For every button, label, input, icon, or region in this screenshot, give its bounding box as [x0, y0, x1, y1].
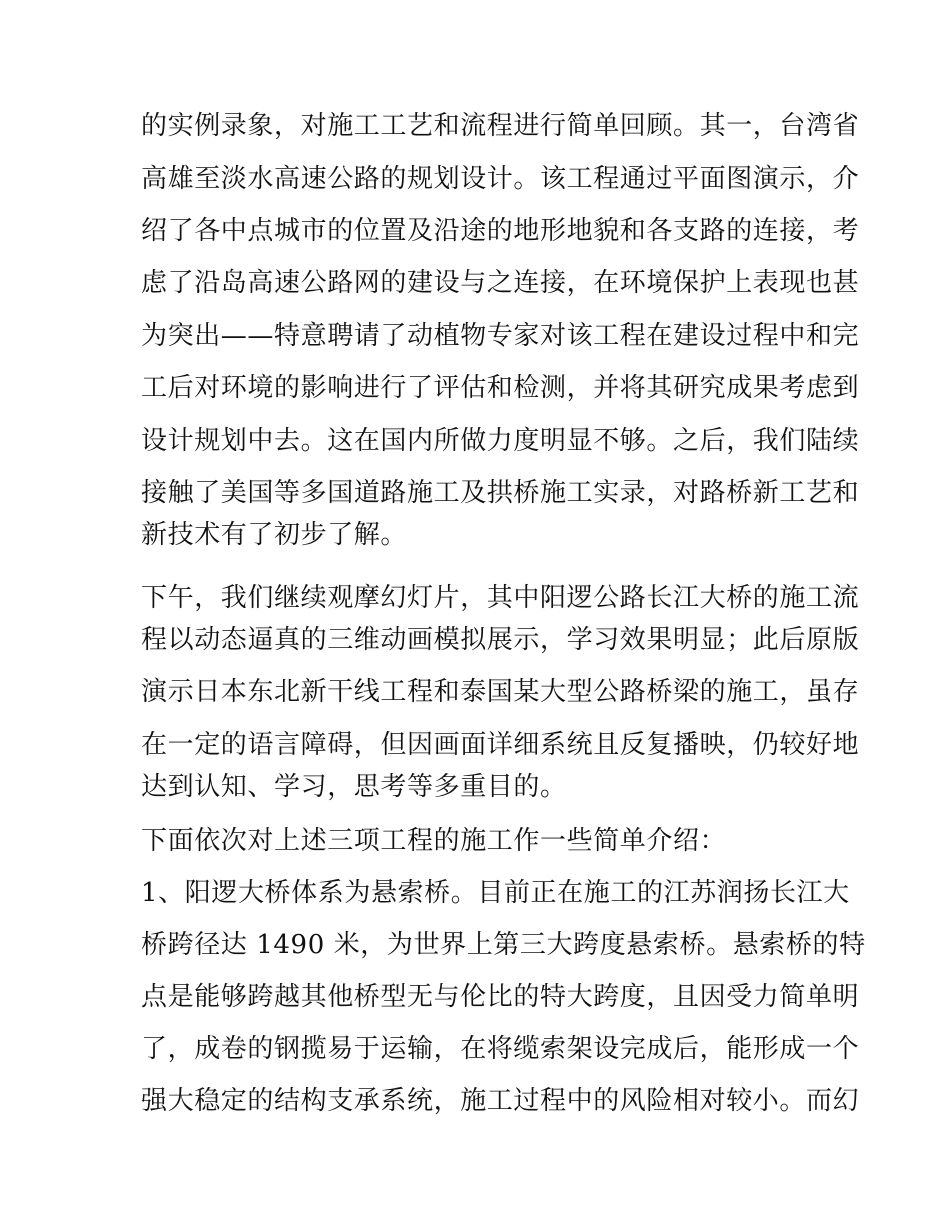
text-line: 为突出——特意聘请了动植物专家对该工程在建设过程中和完	[141, 321, 860, 351]
text-line: 的实例录象，对施工工艺和流程进行简单回顾。其一，台湾省	[141, 111, 860, 141]
text-line: 高雄至淡水高速公路的规划设计。该工程通过平面图演示，介	[141, 164, 860, 194]
text-line: 新技术有了初步了解。	[141, 520, 408, 550]
text-line: 设计规划中去。这在国内所做力度明显不够。之后，我们陆续	[141, 426, 860, 456]
text-line: 下午，我们继续观摩幻灯片，其中阳逻公路长江大桥的施工流	[141, 583, 860, 613]
text-line: 了，成卷的钢揽易于运输，在将缆索架设完成后，能形成一个	[141, 1034, 860, 1064]
text-line: 程以动态逼真的三维动画模拟展示，学习效果明显；此后原版	[141, 625, 860, 655]
text-line: 点是能够跨越其他桥型无与伦比的特大跨度，且因受力简单明	[141, 982, 860, 1012]
text-line: 绍了各中点城市的位置及沿途的地形地貌和各支路的连接，考	[141, 216, 860, 246]
text-line: 桥跨径达 1490 米，为世界上第三大跨度悬索桥。悬索桥的特	[141, 930, 866, 960]
text-line: 强大稳定的结构支承系统，施工过程中的风险相对较小。而幻	[141, 1086, 860, 1116]
text-line: 工后对环境的影响进行了评估和检测，并将其研究成果考虑到	[141, 373, 860, 403]
text-line: 接触了美国等多国道路施工及拱桥施工实录，对路桥新工艺和	[141, 478, 860, 508]
text-line: 下面依次对上述三项工程的施工作一些简单介绍：	[141, 826, 727, 856]
text-line: 达到认知、学习，思考等多重目的。	[141, 772, 567, 802]
text-line: 1、阳逻大桥体系为悬索桥。目前正在施工的江苏润扬长江大	[141, 878, 850, 908]
text-line: 在一定的语言障碍，但因画面详细系统且反复播映，仍较好地	[141, 730, 860, 760]
text-line: 演示日本东北新干线工程和泰国某大型公路桥梁的施工，虽存	[141, 677, 860, 707]
text-line: 虑了沿岛高速公路网的建设与之连接，在环境保护上表现也甚	[141, 268, 860, 298]
